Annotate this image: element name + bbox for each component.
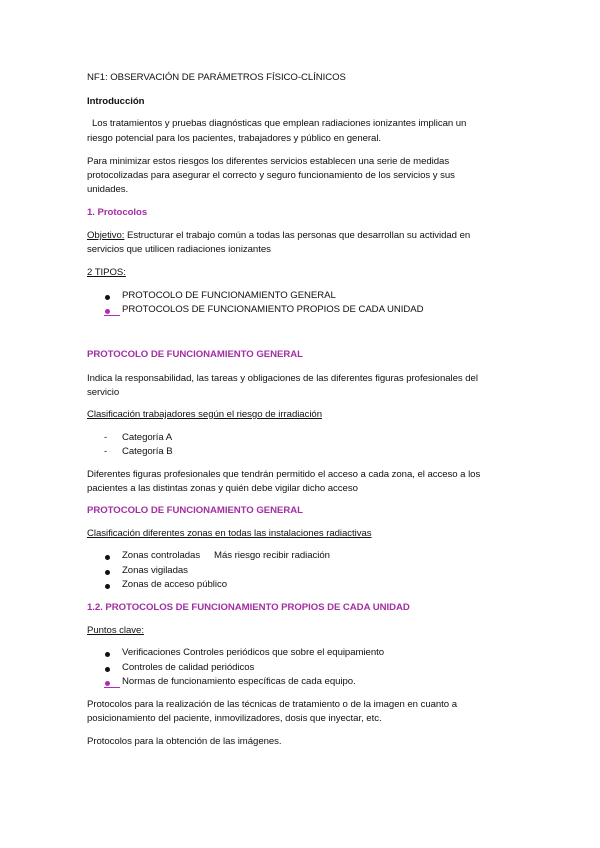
propios-heading: 1.2. PROTOCOLOS DE FUNCIONAMIENTO PROPIOS DE CADA UNIDAD xyxy=(87,602,410,613)
tipo-item-2: PROTOCOLOS DE FUNCIONAMIENTO PROPIOS DE CADA UNIDAD xyxy=(122,304,424,315)
general-paragraph-1-line-1: Indica la responsabilidad, las tareas y obligaciones de las diferentes figuras profesionales del xyxy=(87,373,478,384)
tipos-label: 2 TIPOS: xyxy=(87,267,126,278)
punto-2: Controles de calidad periódicos xyxy=(122,662,255,673)
tipo-item-1: PROTOCOLO DE FUNCIONAMIENTO GENERAL xyxy=(122,290,336,301)
zona-controladas-note: Más riesgo recibir radiación xyxy=(214,550,330,561)
bullet-icon xyxy=(105,648,110,662)
intro-paragraph-2-line-2: protocolizadas para asegurar el correcto y seguro funcionamiento de los servicios y sus xyxy=(87,170,455,181)
general2-heading: PROTOCOLO DE FUNCIONAMIENTO GENERAL xyxy=(87,505,303,516)
objetivo-text: Estructurar el trabajo común a todas las personas que desarrollan su actividad en xyxy=(124,230,471,241)
general-paragraph-2-line-2: pacientes a las distintas zonas y quién debe vigilar dicho acceso xyxy=(87,483,358,494)
intro-paragraph-1-line-1: Los tratamientos y pruebas diagnósticas que emplean radiaciones ionizantes implican un xyxy=(92,118,467,129)
zona-controladas: Zonas controladas xyxy=(122,550,201,561)
categoria-a: Categoría A xyxy=(122,432,173,443)
propios-paragraph-1-line-2: posicionamiento del paciente, inmovilizadores, dosis que inyectar, etc. xyxy=(87,713,382,724)
objetivo-line-2: servicios que utilicen radiaciones ionizantes xyxy=(87,244,271,255)
bullet-icon xyxy=(105,663,110,677)
propios-paragraph-1-line-1: Protocolos para la realización de las técnicas de tratamiento o de la imagen en cuanto a xyxy=(87,699,457,710)
zona-acceso-publico: Zonas de acceso público xyxy=(122,579,227,590)
general-paragraph-1-line-2: servicio xyxy=(87,387,120,398)
categoria-b: Categoría B xyxy=(122,446,173,457)
punto-3: Normas de funcionamiento específicas de cada equipo. xyxy=(122,676,356,687)
bullet-icon xyxy=(105,291,110,305)
bullet-icon xyxy=(105,677,110,691)
accent-underline xyxy=(104,315,120,316)
puntos-clave-label: Puntos clave: xyxy=(87,625,144,636)
bullet-icon xyxy=(105,305,110,319)
accent-underline xyxy=(104,687,120,688)
bullet-icon xyxy=(105,580,110,594)
intro-heading: Introducción xyxy=(87,96,145,107)
bullet-icon xyxy=(105,566,110,580)
intro-paragraph-2-line-3: unidades. xyxy=(87,184,129,195)
propios-paragraph-2: Protocolos para la obtención de las imágenes. xyxy=(87,736,282,747)
zona-vigiladas: Zonas vigiladas xyxy=(122,565,188,576)
intro-paragraph-1-line-2: riesgo potencial para los pacientes, trabajadores y público en general. xyxy=(87,133,382,144)
clasificacion-zonas: Clasificación diferentes zonas en todas las instalaciones radiactivas xyxy=(87,528,372,539)
clasificacion-trabajadores: Clasificación trabajadores según el riesgo de irradiación xyxy=(87,409,322,420)
dash-icon: - xyxy=(104,432,108,443)
protocolos-heading: 1. Protocolos xyxy=(87,207,148,218)
objetivo-label: Objetivo: xyxy=(87,230,125,241)
general-paragraph-2-line-1: Diferentes figuras profesionales que tendrán permitido el acceso a cada zona, el acceso a los xyxy=(87,469,481,480)
punto-1: Verificaciones Controles periódicos que sobre el equipamiento xyxy=(122,647,385,658)
intro-paragraph-2-line-1: Para minimizar estos riesgos los diferentes servicios establecen una serie de medidas xyxy=(87,156,450,167)
bullet-icon xyxy=(105,551,110,565)
objetivo-line-1 xyxy=(87,229,470,243)
general-heading: PROTOCOLO DE FUNCIONAMIENTO GENERAL xyxy=(87,349,303,360)
dash-icon: - xyxy=(104,446,108,457)
document-title: NF1: OBSERVACIÓN DE PARÁMETROS FÍSICO-CLÍNICOS xyxy=(87,72,346,83)
